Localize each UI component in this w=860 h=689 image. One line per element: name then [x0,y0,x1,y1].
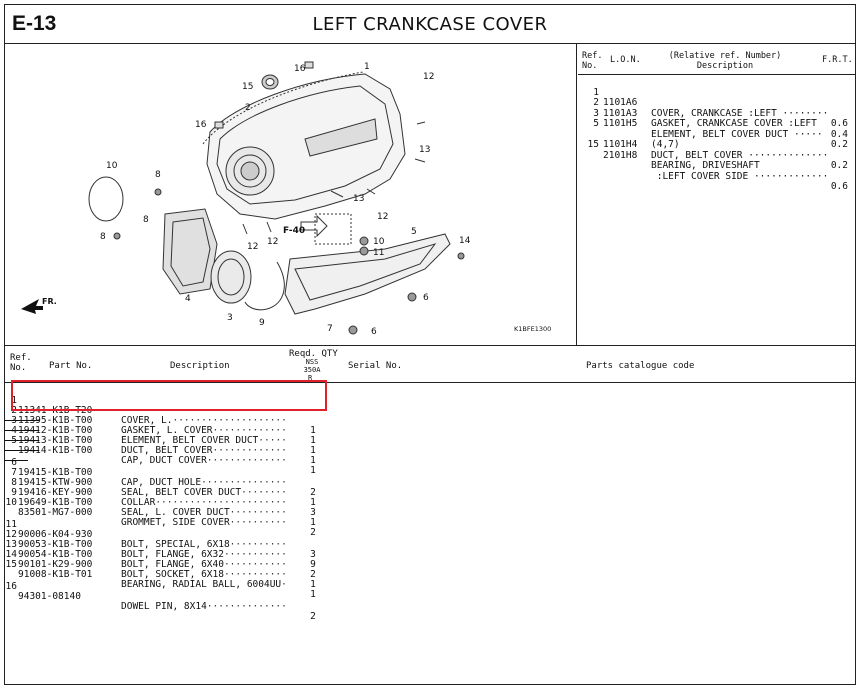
seal-9-shape [245,262,284,310]
callout-15: 15 [242,82,254,92]
header-reqd-qty: Reqd. QTY [289,349,338,359]
labor-ref-panel [578,44,855,345]
rp-row: 1101H4 DUCT, BELT COVER ·············· 0.2 [603,139,848,171]
callout-12b: 12 [377,212,389,222]
header-ref-no: Ref. No. [10,353,32,373]
callout-12: 12 [423,72,435,82]
rp-row: 2 1101A3 GASKET, CRANKCASE COVER :LEFT 0.4 [593,97,848,140]
callout-5: 5 [411,227,417,237]
table-row: 4 19413-K1B-T00 DUCT, BELT COVER ····· 1 [5,416,345,426]
callout-13b: 13 [353,194,365,204]
table-row: 6 19415-K1B-T00 CAP, DUCT HOLE ····· 2 [5,448,345,458]
table-row: 3 19412-K1B-T00 ELEMENT, BELT COVER DUCT ····· 1 [5,406,345,416]
callout-10: 10 [373,237,385,247]
rp-header-frt: F.R.T. [822,55,853,65]
seal-shape [89,177,123,221]
callout-13: 13 [419,145,431,155]
page-header [5,5,855,44]
table-row: 15 91008-K1B-T01 BEARING, RADIAL BALL, 6004UU ····· 1 [5,550,345,560]
rp-row: 5 (4,7) [593,118,680,150]
header-description: Description [170,361,230,371]
callout-6: 6 [423,293,429,303]
rp-header-ref: Ref. No. [582,51,603,71]
header-serial: Serial No. [348,361,403,371]
rp-header-desc: (Relative ref. Number) Description [668,51,782,71]
callout-16: 16 [294,64,306,74]
duct-shape [163,209,217,294]
rp-row: :LEFT COVER SIDE ············· 0.6 [651,170,848,192]
table-row: 7 19415-KTW-900 SEAL, BELT COVER DUCT ····· 1 [5,458,345,468]
rp-header-lon: L.O.N. [610,55,641,65]
callout-6b: 6 [371,327,377,337]
callout-7: 10 [106,161,118,171]
table-row: 9 19649-K1B-T00 SEAL, L. COVER DUCT ····· 1 [5,478,345,488]
callout-1: 1 [364,62,370,72]
table-row: 10 83501-MG7-000 GROMMET, SIDE COVER ····· 2 [5,488,345,498]
page-title: LEFT CRANKCASE COVER [312,14,548,35]
table-row: 11 90006-K04-930 BOLT, SPECIAL, 6X18 ····· 3 [5,510,345,520]
table-row: 1 11341-K1B-T20 COVER, L. ····· 1 [5,386,345,396]
table-row: 5 19414-K1B-T00 CAP, DUCT COVER ····· 1 [5,426,345,436]
diagram-code: K1BFE1300 [514,325,552,333]
parts-page [4,4,856,685]
rp-row: 3 1101H5 ELEMENT, BELT COVER DUCT ····· 0.2 [593,107,848,150]
header-model: NSS 350A [303,358,321,374]
ref-label: F-40 [283,226,306,236]
callout-8b: 8 [143,215,149,225]
table-row: 13 90054-K1B-T00 BOLT, FLANGE, 6X40 ····· 2 [5,530,345,540]
table-row: 16 94301-08140 DOWEL PIN, 8X14 ····· 2 [5,572,345,582]
diagram-drawing [5,44,577,345]
callout-9: 9 [259,318,265,328]
direction-label: FR. [42,297,57,306]
rp-divider [578,74,855,75]
callout-4: 4 [185,294,191,304]
parts-table [5,345,855,685]
parts-divider [5,382,855,383]
callout-14: 14 [459,236,471,246]
header-catalogue: Parts catalogue code [586,361,695,371]
callout-16b: 16 [195,120,207,130]
callout-12d: 12 [267,237,279,247]
exploded-diagram [5,44,577,345]
header-part-no: Part No. [49,361,93,371]
callout-11: 7 [327,324,333,334]
rp-row: 15 2101H8 BEARING, DRIVESHAFT [587,139,760,171]
header-model-sub: R [308,374,313,382]
section-code: E-13 [12,12,57,35]
table-row: 12 90053-K1B-T00 BOLT, FLANGE, 6X32 ····· 9 [5,520,345,530]
callout-8: 8 [155,170,161,180]
callout-3: 3 [227,313,233,323]
table-row: 8 19416-KEY-900 COLLAR ····· 3 [5,468,345,478]
table-row: 14 90101-K29-900 BOLT, SOCKET, 6X18 ····· 1 [5,540,345,550]
callout-10b: 11 [373,248,385,258]
callout-12c: 12 [247,242,259,252]
callout-8c: 8 [100,232,106,242]
callout-2: 2 [245,103,251,113]
rp-row: 1 1101A6 COVER, CRANKCASE :LEFT ········ 0.6 [593,86,848,129]
table-row: 2 11395-K1B-T00 GASKET, L. COVER ····· 1 [5,396,345,406]
